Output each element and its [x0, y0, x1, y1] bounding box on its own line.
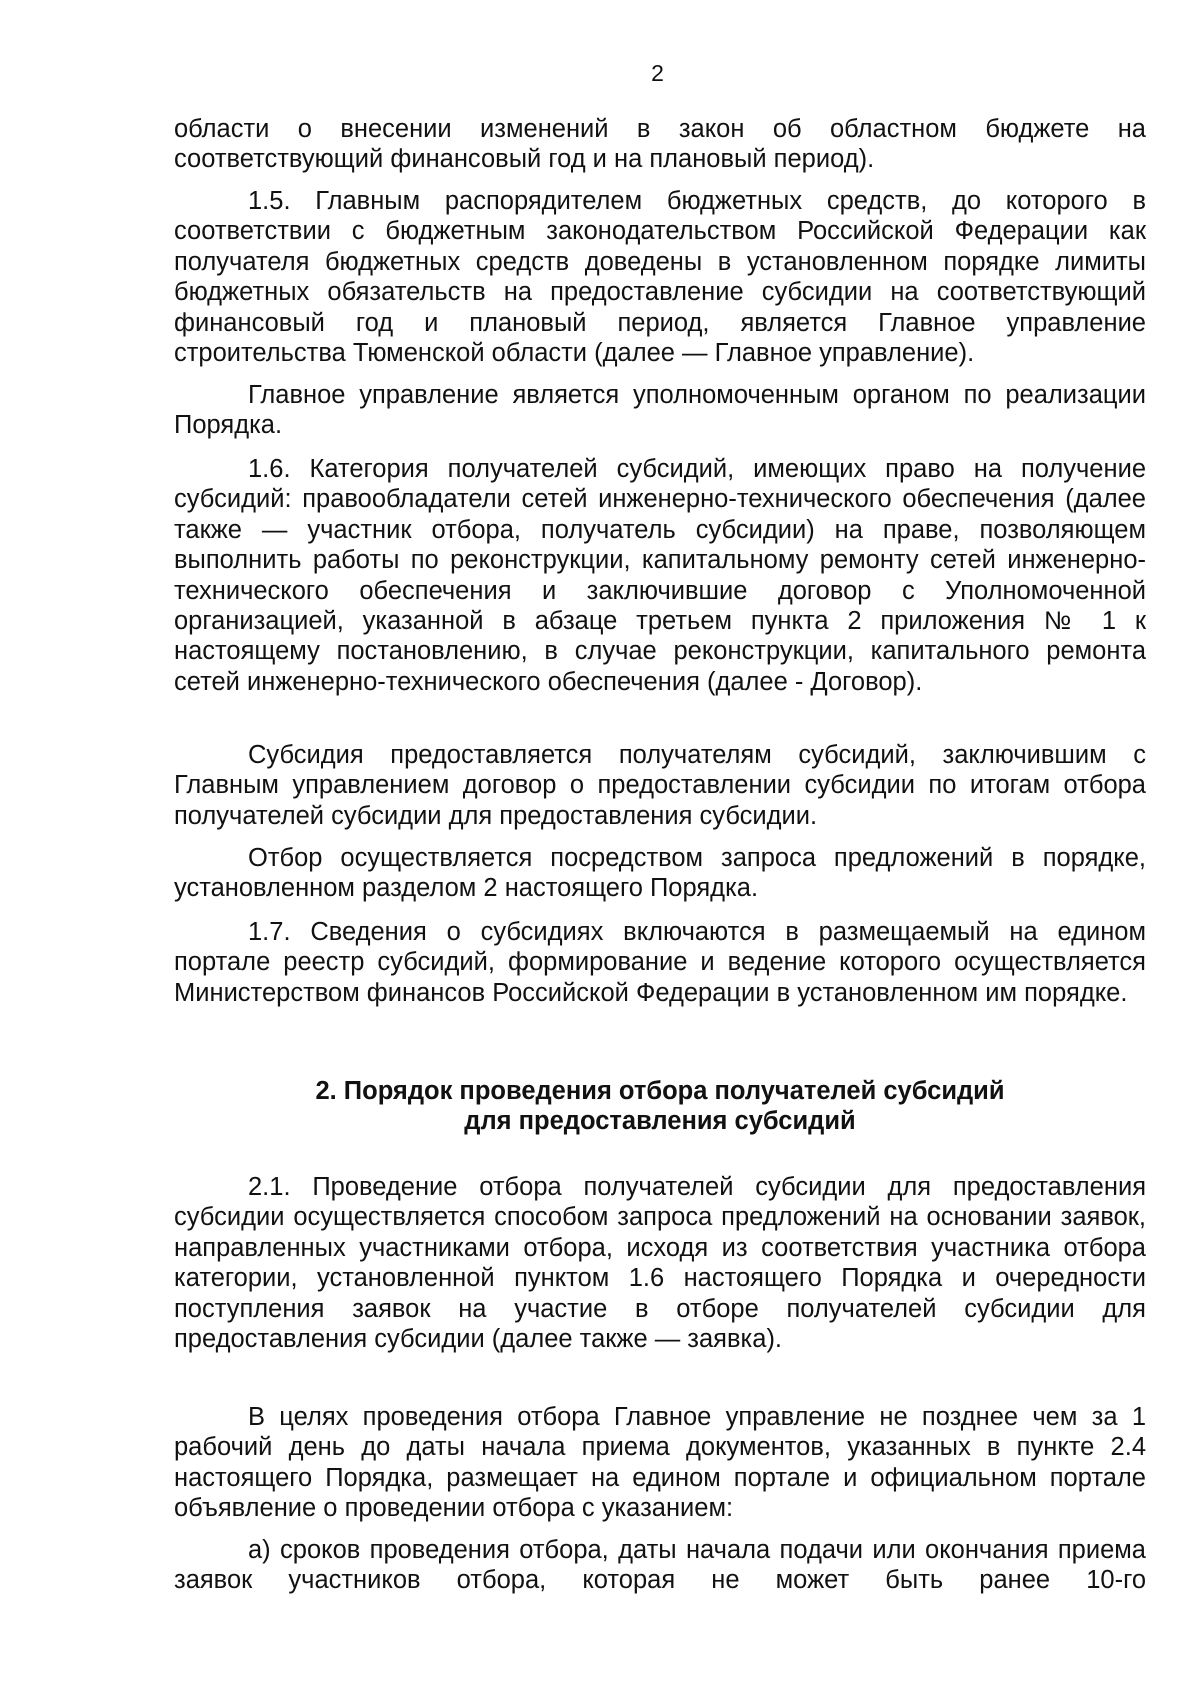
paragraph-2-1: 2.1. Проведение отбора получателей субсидии для предоставления субсидии осуществляется способом запроса предложений на основании заявок, направленных участниками отбора, исходя из соответствия участника отбора категории, установленной пунктом 1.6 настоящего Порядка и очередности поступления заявок на участие в отборе получателей субсидии для предоставления субсидии (далее также — заявка).	[174, 1173, 1146, 1354]
text-block-2-1	[174, 1172, 1146, 1354]
paragraph-item-a: а) сроков проведения отбора, даты начала подачи или окончания приема заявок участников отбора, которая не может быть ранее 10-го	[174, 1536, 1146, 1595]
text-block-1-5	[174, 186, 1146, 368]
text-block-1-6	[174, 454, 1146, 697]
paragraph-continuation: области о внесении изменений в закон об областном бюджете на соответствующий финансовый год и на плановый период).	[174, 115, 1146, 174]
section-heading	[174, 1076, 1146, 1137]
section-heading-line-2: для предоставления субсидий	[464, 1107, 856, 1136]
text-block-item-a	[174, 1535, 1146, 1596]
text-block-announcement	[174, 1402, 1146, 1524]
page-number: 2	[651, 60, 664, 86]
paragraph-announcement: В целях проведения отбора Главное управление не позднее чем за 1 рабочий день до даты начала приема документов, указанных в пункте 2.4 настоящего Порядка, размещает на едином портале и официальном портале объявление о проведении отбора с указанием:	[174, 1403, 1146, 1523]
text-block-subsidy-provided	[174, 740, 1146, 831]
paragraph-subsidy-provided: Субсидия предоставляется получателям субсидий, заключившим с Главным управлением договор о предоставлении субсидии по итогам отбора получателей субсидии для предоставления субсидии.	[174, 741, 1146, 830]
paragraph-1-5: 1.5. Главным распорядителем бюджетных средств, до которого в соответствии с бюджетным законодательством Российской Федерации как получателя бюджетных средств доведены в установленном порядке лимиты бюджетных обязательств на предоставление субсидии на соответствующий финансовый год и плановый период, является Главное управление строительства Тюменской области (далее — Главное управление).	[174, 187, 1146, 368]
text-block-1-7	[174, 917, 1146, 1008]
section-heading-line-1: 2. Порядок проведения отбора получателей субсидий	[315, 1077, 1005, 1105]
paragraph-1-7: 1.7. Сведения о субсидиях включаются в размещаемый на едином портале реестр субсидий, формирование и ведение которого осуществляется Министерством финансов Российской Федерации в установленном им порядке.	[174, 918, 1146, 1007]
text-block-top	[174, 114, 1146, 175]
paragraph-authorized-body: Главное управление является уполномоченным органом по реализации Порядка.	[174, 381, 1146, 440]
paragraph-1-6: 1.6. Категория получателей субсидий, имеющих право на получение субсидий: правообладатели сетей инженерно-технического обеспечения (далее также — участник отбора, получатель субсидии) на праве, позволяющем выполнить работы по реконструкции, капитальному ремонту сетей инженерно-технического обеспечения и заключившие договор с Уполномоченной организацией, указанной в абзаце третьем пункта 2 приложения № 1 к настоящему постановлению, в случае реконструкции, капитального ремонта сетей инженерно-технического обеспечения (далее - Договор).	[174, 455, 1146, 696]
text-block-authorized-body	[174, 380, 1146, 441]
paragraph-selection: Отбор осуществляется посредством запроса предложений в порядке, установленном разделом 2 настоящего Порядка.	[174, 844, 1146, 903]
text-block-selection	[174, 843, 1146, 904]
